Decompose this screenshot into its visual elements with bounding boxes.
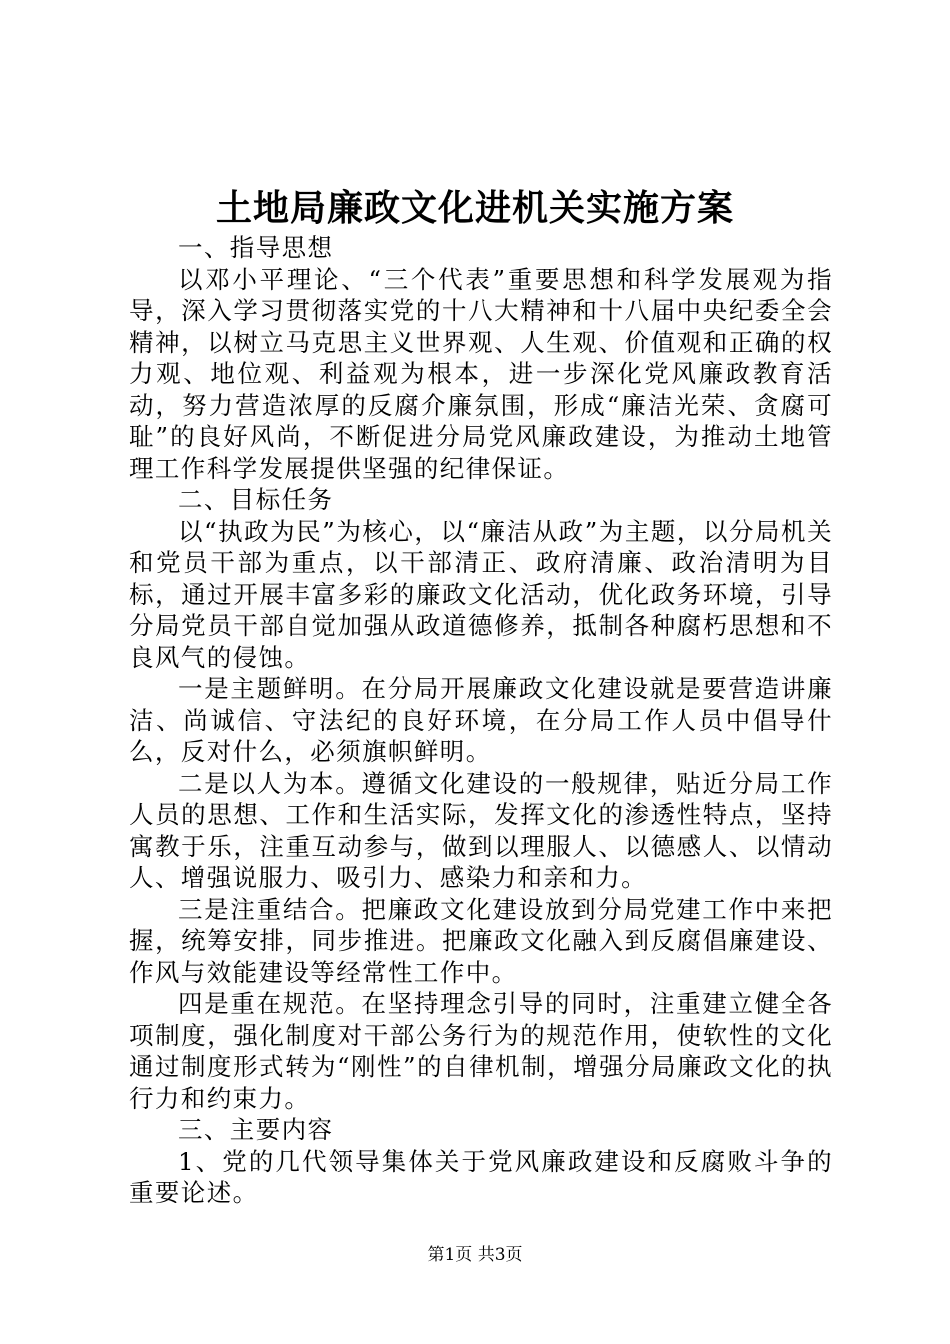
paragraph-point-four: 四是重在规范。在坚持理念引导的同时，注重建立健全各项制度，强化制度对干部公务行为的规范作用，使软性的文化通过制度形式转为“刚性”的自律机制，增强分局廉政文化的执行力和约束力。 <box>129 989 833 1113</box>
paragraph-point-one: 一是主题鲜明。在分局开展廉政文化建设就是要营造讲廉洁、尚诚信、守法纪的良好环境，在分局工作人员中倡导什么，反对什么，必须旗帜鲜明。 <box>129 674 833 766</box>
document-title: 土地局廉政文化进机关实施方案 <box>215 187 734 229</box>
paragraph-point-three: 三是注重结合。把廉政文化建设放到分局党建工作中来把握，统筹安排，同步推进。把廉政文化融入到反腐倡廉建设、作风与效能建设等经常性工作中。 <box>129 894 833 987</box>
section-heading-guiding-ideology: 一、指导思想 <box>178 233 334 262</box>
page-number-footer: 第1页 共3页 <box>427 1245 523 1265</box>
section-heading-main-content: 三、主要内容 <box>178 1115 334 1144</box>
paragraph-goals: 以“执政为民”为核心，以“廉洁从政”为主题，以分局机关和党员干部为重点，以干部清正、政府清廉、政治清明为目标，通过开展丰富多彩的廉政文化活动，优化政务环境，引导分局党员干部自觉加强从政道德修养，抵制各种腐朽思想和不良风气的侵蚀。 <box>129 516 833 672</box>
paragraph-guiding-ideology: 以邓小平理论、“三个代表”重要思想和科学发展观为指导，深入学习贯彻落实党的十八大精神和十八届中央纪委全会精神，以树立马克思主义世界观、人生观、价值观和正确的权力观、地位观、利益观为根本，进一步深化党风廉政教育活动，努力营造浓厚的反腐介廉氛围，形成“廉洁光荣、贪腐可耻”的良好风尚，不断促进分局党风廉政建设，为推动土地管理工作科学发展提供坚强的纪律保证。 <box>129 264 833 483</box>
section-heading-goals: 二、目标任务 <box>178 485 334 514</box>
paragraph-point-two: 二是以人为本。遵循文化建设的一般规律，贴近分局工作人员的思想、工作和生活实际，发挥文化的渗透性特点，坚持寓教于乐，注重互动参与，做到以理服人、以德感人、以情动人、增强说服力、吸引力、感染力和亲和力。 <box>129 768 833 892</box>
document-body <box>129 232 833 1209</box>
paragraph-content-item-1: 1、党的几代领导集体关于党风廉政建设和反腐败斗争的重要论述。 <box>129 1146 833 1207</box>
